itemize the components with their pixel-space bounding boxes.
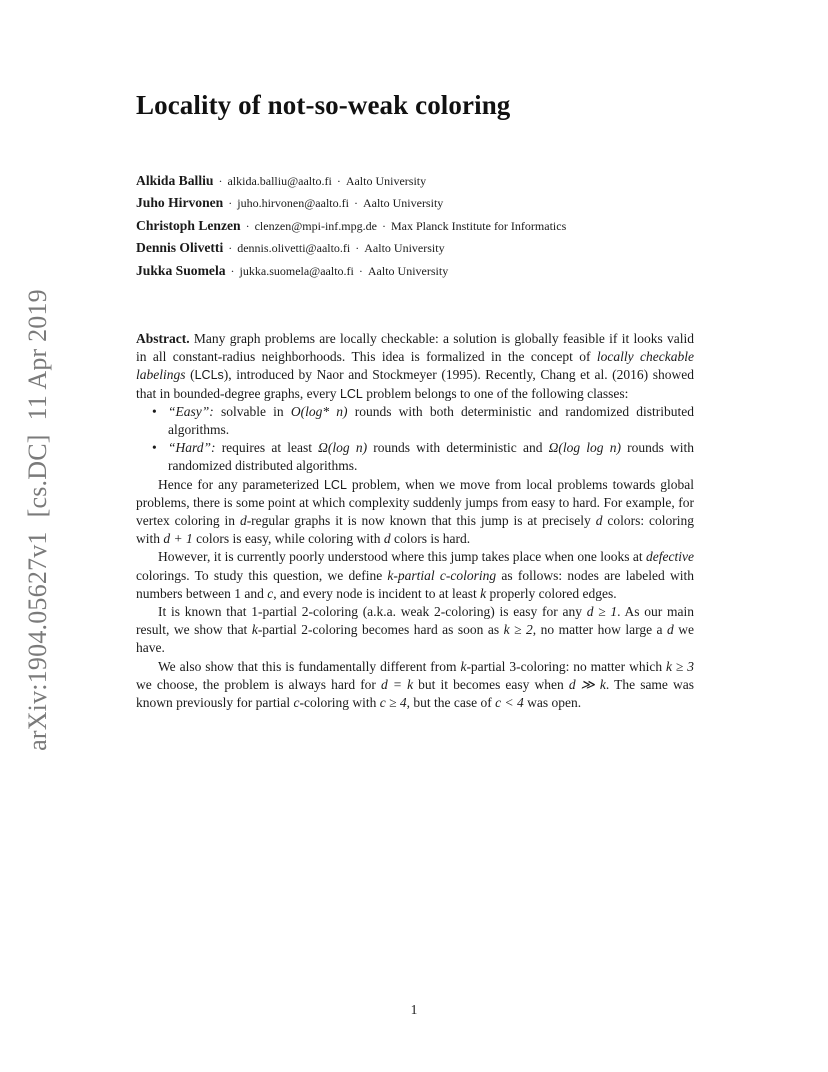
author-list: [136, 171, 716, 283]
author-email[interactable]: dennis.olivetti@aalto.fi: [237, 241, 351, 256]
paragraph-text: -coloring with: [299, 695, 377, 711]
math-expression: k: [251, 622, 258, 638]
abstract-intro: [136, 330, 694, 403]
paragraph-text: However, it is currently poorly understood where this jump takes place when one looks at: [158, 549, 643, 565]
bullet-text: requires at least: [221, 440, 312, 456]
math-expression: d: [667, 622, 674, 638]
paragraph-text: as follows: nodes are labeled with numbers between 1 and: [136, 567, 694, 601]
paragraph-text: , but the case of: [406, 695, 492, 711]
paragraph-3: [136, 548, 694, 603]
abstract-text: (: [190, 367, 195, 383]
author-name: Alkida Balliu: [136, 173, 214, 188]
arxiv-stamp: [23, 289, 53, 751]
bullet-label: “Hard”:: [168, 440, 216, 456]
math-expression: c < 4: [495, 695, 524, 711]
paragraph-text: colors: coloring with: [136, 513, 694, 547]
author-entry: [136, 216, 716, 238]
page-number: 1: [410, 1002, 418, 1017]
separator-dot: ·: [230, 263, 235, 278]
author-email[interactable]: juho.hirvonen@aalto.fi: [237, 196, 349, 211]
bullet-label: “Easy”:: [168, 403, 214, 419]
paragraph-text: was open.: [527, 695, 582, 711]
paragraph-text: colorings. To study this question, we define: [136, 567, 383, 583]
math-expression: c: [293, 695, 300, 711]
paragraph-5: [136, 658, 694, 713]
author-affiliation: Aalto University: [362, 196, 444, 211]
separator-dot: ·: [228, 241, 233, 256]
emphasis: k-partial c-coloring: [387, 567, 497, 583]
math-expression: d = k: [381, 676, 414, 692]
separator-dot: ·: [355, 241, 360, 256]
math-expression: d ≥ 1: [586, 604, 618, 620]
class-list: [136, 403, 694, 476]
bullet-text: rounds with deterministic and: [373, 440, 543, 456]
paragraph-text: problem, when we move from local problems towards global problems, there is some point at which complexity suddenly jumps from easy to hard. For example, for vertex coloring in: [136, 476, 695, 529]
abstract-text: problem belongs to one of the following classes:: [366, 385, 629, 401]
list-item-easy: [136, 403, 694, 439]
arxiv-date: 11 Apr 2019: [23, 289, 52, 421]
abstract-label: Abstract.: [136, 331, 190, 346]
separator-dot: ·: [358, 263, 363, 278]
author-affiliation: Max Planck Institute for Informatics: [390, 218, 567, 233]
paragraph-text: It is known that 1-partial 2-coloring (a.k.a. weak 2-coloring) is easy for any: [158, 604, 582, 620]
emphasis: defective: [646, 549, 694, 565]
paragraph-text: , and every node is incident to at least: [273, 585, 477, 601]
bullet-text: rounds with both deterministic and randomized distributed algorithms.: [168, 403, 695, 438]
lcl-term: LCLs: [194, 368, 224, 383]
author-entry: [136, 261, 716, 283]
paper-title: Locality of not-so-weak coloring: [136, 90, 511, 120]
paragraph-text: properly colored edges.: [489, 585, 617, 601]
math-expression: Ω(log n): [318, 440, 368, 456]
author-email[interactable]: jukka.suomela@aalto.fi: [239, 263, 354, 278]
math-expression: k: [460, 658, 467, 674]
paragraph-text: . The same was known previously for partial: [136, 676, 695, 711]
math-expression: Ω(log log n): [548, 440, 621, 456]
paragraph-text: we choose, the problem is always hard for: [136, 676, 376, 692]
abstract-emphasis: locally checkable labelings: [136, 349, 694, 383]
author-entry: [136, 238, 716, 260]
author-affiliation: Aalto University: [367, 263, 449, 278]
math-expression: d + 1: [163, 531, 193, 547]
paragraph-text: but it becomes easy when: [418, 676, 564, 692]
math-expression: d: [595, 513, 603, 529]
separator-dot: ·: [381, 218, 386, 233]
math-expression: d: [383, 531, 391, 547]
separator-dot: ·: [228, 196, 233, 211]
abstract-text: ), introduced by Naor and Stockmeyer (1995). Recently, Chang et al. (2016) showed that in bounded-degree graphs, every: [136, 367, 694, 401]
list-item-hard: [136, 439, 694, 475]
paragraph-text: We also show that this is fundamentally different from: [158, 658, 457, 674]
author-entry: [136, 193, 716, 215]
math-expression: d ≫ k: [568, 676, 606, 692]
math-expression: k ≥ 2: [503, 622, 533, 638]
paragraph-text: colors is easy, while coloring with: [196, 531, 381, 547]
math-expression: c: [267, 585, 274, 601]
separator-dot: ·: [336, 174, 341, 188]
arxiv-id: arXiv:1904.05627v1: [23, 531, 52, 751]
author-email[interactable]: alkida.balliu@aalto.fi: [227, 174, 332, 188]
paragraph-text: Hence for any parameterized: [158, 476, 320, 492]
abstract-text: Many graph problems are locally checkable: a solution is globally feasible if it looks valid in all constant-radius neighborhoods. This idea is formalized in the concept of: [136, 331, 695, 365]
paragraph-text: -regular graphs it is now known that this jump is at precisely: [246, 513, 591, 529]
arxiv-category: [cs.DC]: [23, 434, 52, 518]
math-expression: d: [239, 513, 247, 529]
math-expression: c ≥ 4: [379, 695, 407, 711]
paragraph-text: colors is hard.: [393, 531, 471, 547]
author-affiliation: Aalto University: [345, 174, 427, 188]
author-affiliation: Aalto University: [364, 241, 445, 256]
separator-dot: ·: [245, 218, 250, 233]
paragraph-2: [136, 476, 694, 549]
author-entry: [136, 171, 716, 193]
author-name: Dennis Olivetti: [136, 240, 224, 256]
separator-dot: ·: [218, 174, 223, 188]
bullet-text: rounds with randomized distributed algorithms.: [168, 440, 695, 474]
paragraph-4: [136, 603, 694, 658]
author-email[interactable]: clenzen@mpi-inf.mpg.de: [254, 218, 377, 233]
paragraph-text: -partial 2-coloring becomes hard as soon as: [257, 622, 500, 638]
lcl-term: LCL: [323, 477, 347, 492]
separator-dot: ·: [353, 196, 358, 211]
math-expression: k: [480, 585, 487, 601]
lcl-term: LCL: [339, 386, 363, 401]
author-name: Christoph Lenzen: [136, 217, 241, 233]
paragraph-text: , no matter how large a: [532, 622, 663, 638]
math-expression: O(log* n): [290, 403, 348, 419]
abstract-body: [136, 330, 694, 712]
author-name: Jukka Suomela: [136, 262, 226, 278]
paragraph-text: we have.: [136, 622, 695, 656]
math-expression: k ≥ 3: [666, 658, 695, 674]
paragraph-text: -partial 3-coloring: no matter which: [466, 658, 663, 674]
paragraph-text: . As our main result, we show that: [136, 604, 694, 638]
author-name: Juho Hirvonen: [136, 195, 224, 211]
bullet-text: solvable in: [220, 403, 284, 419]
